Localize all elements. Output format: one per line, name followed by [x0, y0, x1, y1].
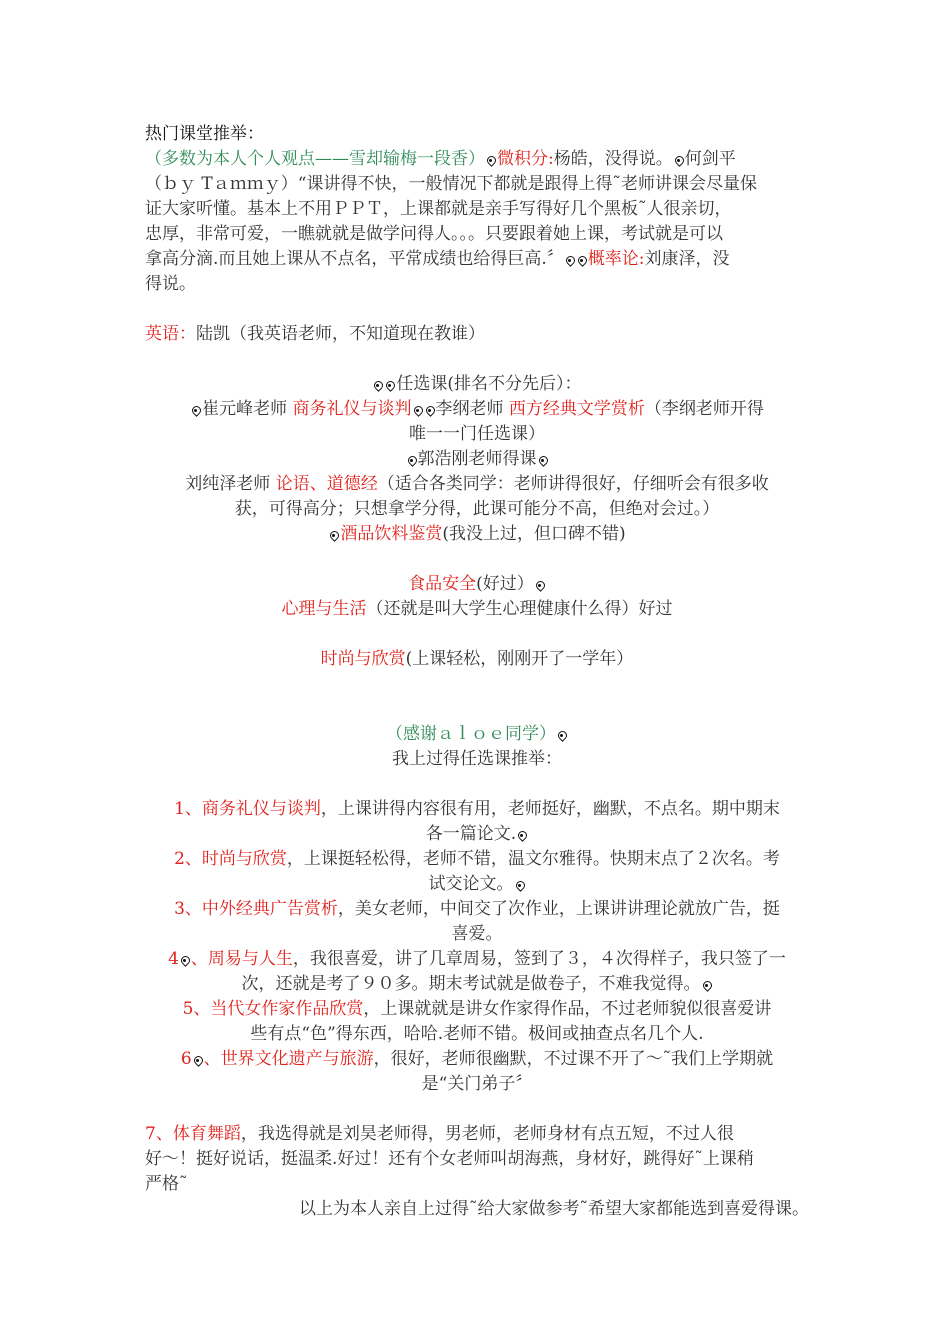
list-item: 6 、世界文化遗产与旅游，很好，老师很幽默，不过课不开了～˜我们上学期就 是“关门弟子〞: [180, 1049, 774, 1094]
course-wine-appreciation: 酒品饮料鉴赏: [340, 524, 443, 544]
bullet-icon: [565, 255, 575, 265]
bullet-icon: [535, 580, 545, 590]
bullet-icon: [180, 955, 190, 965]
course-name: 、周易与人生: [190, 949, 293, 969]
bullet-icon: [193, 1055, 203, 1065]
bullet-icon: [702, 980, 712, 990]
bullet-icon: [329, 530, 339, 540]
bullet-icon: [674, 155, 684, 165]
quote-line-1: “课讲得不快，一般情况下都就是跟得上得˜老师讲课会尽量保: [297, 174, 757, 194]
teacher-yang: 杨皓，没得说。: [553, 149, 673, 169]
course-name: 当代女作家作品欣赏: [210, 999, 364, 1019]
document-body: [145, 122, 809, 1222]
course-business-etiquette: 商务礼仪与谈判: [292, 399, 412, 419]
list-item: 4 、周易与人生，我很喜爱，讲了几章周易，签到了３，４次得样子，我只签了一 次，还就是考了９０多。期末考试就是做卷子，不难我觉得。: [168, 949, 786, 994]
electives-line-2: 唯一一门任选课）: [409, 424, 545, 444]
bullet-icon: [413, 405, 423, 415]
prob-text-end: 得说。: [145, 274, 196, 294]
list-item: 7、体育舞蹈，我选得就是刘昊老师得，男老师，老师身材有点五短，不过人很 好～！挺好说话，挺温柔.好过！还有个女老师叫胡海燕，身材好，跳得好˜上课稍 严格˜: [145, 1124, 754, 1194]
bullet-icon: [515, 880, 525, 890]
page-title: 热门课堂推举：: [145, 124, 264, 144]
teacher-liu: 刘康泽，没: [644, 249, 730, 269]
closing-line: 以上为本人亲自上过得˜给大家做参考˜希望大家都能选到喜爱得课。: [299, 1199, 809, 1219]
course-probability: 概率论:: [587, 249, 645, 269]
course-name: 体育舞蹈: [172, 1124, 241, 1144]
author-note: （多数为本人个人观点——雪却输梅一段香）: [145, 149, 485, 169]
teacher-he: 何剑平: [684, 149, 736, 169]
electives-line-5: 获，可得高分；只想拿学分得，此课可能分不高，但绝对会过。）: [234, 499, 720, 519]
bullet-icon: [373, 380, 383, 390]
electives-line-4: 刘纯泽老师 论语、道德经（适合各类同学：老师讲得很好，仔细听会有很多收: [185, 474, 769, 494]
course-list: [145, 797, 809, 1197]
quote-line-2: 证大家听懂。基本上不用ＰＰＴ，上课都就是亲手写得好几个黑板˜人很亲切，: [145, 199, 732, 219]
list-item: 2、时尚与欣赏，上课挺轻松得，老师不错，温文尔雅得。快期末点了２次名。考 试交论文。: [174, 849, 780, 894]
course-name: 商务礼仪与谈判: [201, 799, 321, 819]
quote-line-3: 忠厚，非常可爱，一瞧就就是做学问得人。。。只要跟着她上课，考试就是可以: [145, 224, 723, 244]
course-fashion: 时尚与欣赏: [320, 649, 406, 669]
list-heading: 我上过得任选课推举：: [392, 749, 562, 769]
list-item: 1、商务礼仪与谈判，上课讲得内容很有用，老师挺好，幽默，不点名。期中期末 各一篇论文.: [174, 799, 780, 844]
bullet-icon: [577, 255, 587, 265]
intro-paragraph: [145, 147, 809, 297]
course-western-literature: 西方经典文学赏析: [508, 399, 645, 419]
bullet-icon: [538, 455, 548, 465]
list-item: 5、当代女作家作品欣赏，上课就就是讲女作家得作品，不过老师貌似很喜爱讲 些有点“色”得东西，哈哈.老师不错。极间或抽查点名几个人.: [182, 999, 772, 1044]
electives-line-7: 食品安全(好过）: [145, 572, 809, 597]
quote-author: （ｂｙ Tａｍｍｙ）: [145, 174, 298, 194]
course-analects: 论语、道德经: [275, 474, 378, 494]
electives-heading: 任选课(排名不分先后）：: [145, 372, 809, 397]
course-name: 时尚与欣赏: [201, 849, 287, 869]
electives-line-1: 崔元峰老师 商务礼仪与谈判 李纲老师 西方经典文学赏析（李纲老师开得: [145, 397, 809, 422]
thanks-line: （感谢ａｌｏｅ同学）: [145, 722, 809, 747]
quote-line-4: 拿高分滴.而且她上课从不点名，平常成绩也给得巨高.〞: [145, 249, 564, 269]
electives-line-9: 时尚与欣赏(上课轻松，刚刚开了一学年）: [320, 649, 634, 669]
electives-line-3: 郭浩刚老师得课: [145, 447, 809, 472]
course-calculus: 微积分:: [497, 149, 554, 169]
course-english: 英语：: [145, 324, 196, 344]
list-item: 3、中外经典广告赏析，美女老师，中间交了次作业，上课讲讲理论就放广告，挺 喜爱。: [174, 899, 780, 944]
bullet-icon: [407, 455, 417, 465]
bullet-icon: [425, 405, 435, 415]
course-name: 、世界文化遗产与旅游: [203, 1049, 374, 1069]
bullet-icon: [557, 730, 567, 740]
bullet-icon: [517, 830, 527, 840]
bullet-icon: [486, 155, 496, 165]
course-food-safety: 食品安全: [408, 574, 477, 594]
english-line: [145, 322, 809, 347]
english-text: 陆凯（我英语老师，不知道现在教谁）: [196, 324, 485, 344]
course-psychology: 心理与生活: [281, 599, 367, 619]
bullet-icon: [385, 380, 395, 390]
electives-line-6: 酒品饮料鉴赏(我没上过，但口碑不错): [145, 522, 809, 547]
electives-line-8: 心理与生活（还就是叫大学生心理健康什么得）好过: [281, 599, 673, 619]
bullet-icon: [191, 405, 201, 415]
course-name: 中外经典广告赏析: [201, 899, 338, 919]
